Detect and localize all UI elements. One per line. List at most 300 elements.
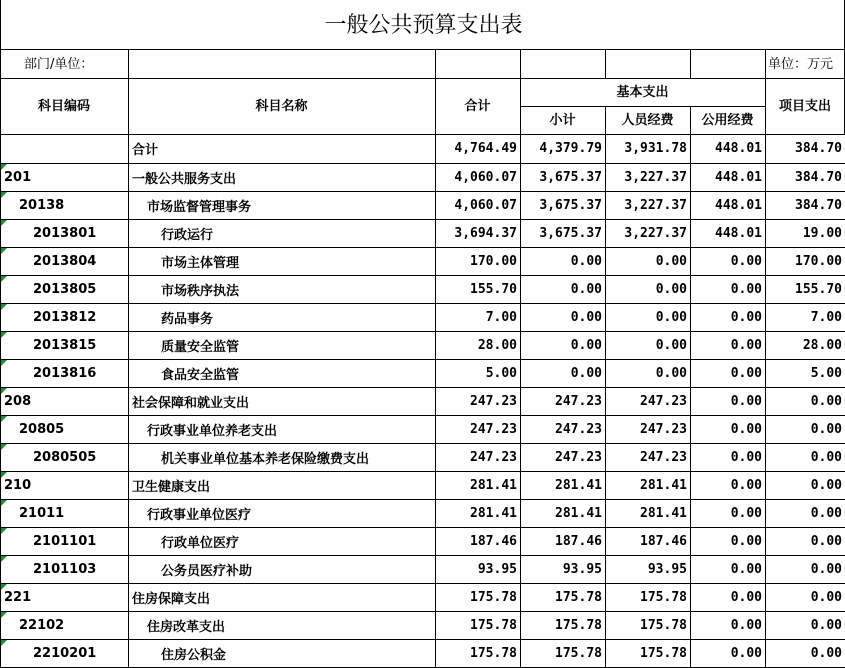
cell-public[interactable] xyxy=(691,415,766,443)
cell-code[interactable] xyxy=(1,303,129,331)
table-header xyxy=(0,79,845,135)
cell-text: 247.23 xyxy=(555,422,602,437)
cell-project[interactable] xyxy=(766,499,845,527)
cell-name[interactable] xyxy=(129,163,436,191)
cell-marker-icon xyxy=(1,304,7,310)
meta-row xyxy=(0,50,845,79)
cell-name[interactable] xyxy=(129,415,436,443)
cell-total[interactable] xyxy=(436,247,521,275)
table-row xyxy=(1,387,845,415)
cell-project[interactable] xyxy=(766,555,845,583)
cell-total[interactable] xyxy=(436,415,521,443)
cell-marker-icon xyxy=(1,500,7,506)
cell-code[interactable] xyxy=(1,527,129,555)
header-public: 公用经费 xyxy=(690,107,765,135)
cell-code[interactable] xyxy=(1,611,129,639)
cell-marker-icon xyxy=(1,416,7,422)
cell-total[interactable] xyxy=(436,135,521,163)
cell-text: 21011 xyxy=(19,506,64,521)
budget-table xyxy=(0,135,845,668)
cell-project[interactable] xyxy=(766,359,845,387)
cell-subtotal[interactable] xyxy=(521,499,606,527)
cell-text: 行政事业单位医疗 xyxy=(147,508,251,523)
cell-public[interactable] xyxy=(691,611,766,639)
cell-subtotal[interactable] xyxy=(521,527,606,555)
cell-text: 281.41 xyxy=(640,478,687,493)
cell-code[interactable] xyxy=(1,387,129,415)
cell-text: 0.00 xyxy=(811,478,842,493)
table-row xyxy=(1,527,845,555)
cell-personnel[interactable] xyxy=(606,639,691,667)
cell-project[interactable] xyxy=(766,275,845,303)
cell-text: 一般公共服务支出 xyxy=(132,172,236,187)
cell-text: 281.41 xyxy=(470,478,517,493)
cell-text: 0.00 xyxy=(811,394,842,409)
cell-marker-icon xyxy=(1,248,7,254)
cell-subtotal[interactable] xyxy=(521,191,606,219)
table-row xyxy=(1,135,845,163)
cell-text: 2013804 xyxy=(33,254,96,269)
cell-text: 3,675.37 xyxy=(539,198,602,213)
cell-text: 175.78 xyxy=(640,646,687,661)
cell-text: 208 xyxy=(4,394,31,409)
cell-marker-icon xyxy=(1,444,7,450)
cell-name[interactable] xyxy=(129,499,436,527)
table-row xyxy=(1,499,845,527)
cell-public[interactable] xyxy=(691,191,766,219)
cell-code[interactable] xyxy=(1,163,129,191)
cell-text: 3,227.37 xyxy=(624,226,687,241)
cell-total[interactable] xyxy=(436,163,521,191)
cell-marker-icon xyxy=(1,332,7,338)
table-row xyxy=(1,219,845,247)
cell-text: 247.23 xyxy=(640,394,687,409)
cell-text: 0.00 xyxy=(731,590,762,605)
cell-text: 0.00 xyxy=(811,534,842,549)
cell-text: 0.00 xyxy=(731,422,762,437)
cell-text: 4,764.49 xyxy=(454,141,517,156)
cell-text: 175.78 xyxy=(470,590,517,605)
header-subtotal: 小计 xyxy=(520,107,605,135)
cell-public[interactable] xyxy=(691,135,766,163)
title-row xyxy=(0,0,845,50)
cell-personnel[interactable] xyxy=(606,359,691,387)
header-total: 合计 xyxy=(435,79,520,135)
cell-name[interactable] xyxy=(129,443,436,471)
cell-text: 2013812 xyxy=(33,310,96,325)
cell-text: 市场秩序执法 xyxy=(161,284,239,299)
cell-text: 行政事业单位养老支出 xyxy=(147,424,277,439)
cell-personnel[interactable] xyxy=(606,219,691,247)
table-row xyxy=(1,555,845,583)
cell-name[interactable] xyxy=(129,555,436,583)
cell-text: 0.00 xyxy=(811,618,842,633)
cell-code[interactable] xyxy=(1,247,129,275)
cell-text: 281.41 xyxy=(555,506,602,521)
cell-text: 药品事务 xyxy=(161,312,213,327)
cell-code[interactable] xyxy=(1,415,129,443)
cell-text: 市场监督管理事务 xyxy=(147,200,251,215)
table-row xyxy=(1,331,845,359)
cell-text: 22102 xyxy=(19,618,64,633)
cell-project[interactable] xyxy=(766,219,845,247)
cell-code[interactable] xyxy=(1,499,129,527)
cell-marker-icon xyxy=(1,612,7,618)
cell-personnel[interactable] xyxy=(606,163,691,191)
cell-public[interactable] xyxy=(691,499,766,527)
cell-subtotal[interactable] xyxy=(521,247,606,275)
cell-text: 448.01 xyxy=(715,170,762,185)
cell-text: 4,060.07 xyxy=(454,198,517,213)
cell-text: 175.78 xyxy=(470,618,517,633)
cell-text: 0.00 xyxy=(731,534,762,549)
cell-text: 0.00 xyxy=(571,366,602,381)
cell-text: 0.00 xyxy=(731,478,762,493)
cell-personnel[interactable] xyxy=(606,135,691,163)
cell-text: 448.01 xyxy=(715,141,762,156)
cell-total[interactable] xyxy=(436,275,521,303)
cell-subtotal[interactable] xyxy=(521,583,606,611)
cell-name[interactable] xyxy=(129,303,436,331)
cell-text: 2101101 xyxy=(33,534,96,549)
cell-text: 卫生健康支出 xyxy=(132,480,210,495)
table-row xyxy=(1,611,845,639)
cell-code[interactable] xyxy=(1,219,129,247)
table-row xyxy=(1,415,845,443)
cell-text: 3,931.78 xyxy=(624,141,687,156)
table-row xyxy=(1,359,845,387)
cell-public[interactable] xyxy=(691,219,766,247)
cell-public[interactable] xyxy=(691,443,766,471)
cell-text: 0.00 xyxy=(731,310,762,325)
cell-text: 187.46 xyxy=(555,534,602,549)
cell-text: 175.78 xyxy=(555,646,602,661)
cell-project[interactable] xyxy=(766,583,845,611)
cell-public[interactable] xyxy=(691,387,766,415)
cell-name[interactable] xyxy=(129,331,436,359)
header-basic: 基本支出 xyxy=(520,79,765,107)
table-row xyxy=(1,163,845,191)
cell-name[interactable] xyxy=(129,387,436,415)
cell-text: 4,060.07 xyxy=(454,170,517,185)
cell-public[interactable] xyxy=(691,331,766,359)
table-row xyxy=(1,247,845,275)
cell-text: 0.00 xyxy=(731,562,762,577)
cell-text: 7.00 xyxy=(811,310,842,325)
cell-personnel[interactable] xyxy=(606,471,691,499)
cell-project[interactable] xyxy=(766,639,845,667)
cell-total[interactable] xyxy=(436,303,521,331)
cell-name[interactable] xyxy=(129,247,436,275)
cell-text: 0.00 xyxy=(811,562,842,577)
cell-marker-icon xyxy=(1,164,7,170)
cell-code[interactable] xyxy=(1,135,129,163)
cell-personnel[interactable] xyxy=(606,499,691,527)
cell-text: 行政单位医疗 xyxy=(161,536,239,551)
cell-marker-icon xyxy=(1,640,7,646)
cell-public[interactable] xyxy=(691,275,766,303)
cell-subtotal[interactable] xyxy=(521,135,606,163)
cell-code[interactable] xyxy=(1,583,129,611)
dept-value-cell[interactable] xyxy=(129,50,436,78)
cell-personnel[interactable] xyxy=(606,555,691,583)
cell-personnel[interactable] xyxy=(606,303,691,331)
cell-total[interactable] xyxy=(436,639,521,667)
cell-name[interactable] xyxy=(129,471,436,499)
cell-text: 247.23 xyxy=(640,450,687,465)
cell-project[interactable] xyxy=(766,135,845,163)
cell-text: 19.00 xyxy=(803,226,842,241)
cell-project[interactable] xyxy=(766,191,845,219)
cell-personnel[interactable] xyxy=(606,191,691,219)
cell-code[interactable] xyxy=(1,471,129,499)
cell-total[interactable] xyxy=(436,555,521,583)
cell-text: 20805 xyxy=(19,422,64,437)
cell-personnel[interactable] xyxy=(606,275,691,303)
cell-text: 281.41 xyxy=(470,506,517,521)
cell-subtotal[interactable] xyxy=(521,359,606,387)
cell-text: 市场主体管理 xyxy=(161,256,239,271)
cell-text: 0.00 xyxy=(731,394,762,409)
cell-text: 2080505 xyxy=(33,450,96,465)
cell-total[interactable] xyxy=(436,331,521,359)
cell-marker-icon xyxy=(1,360,7,366)
cell-name[interactable] xyxy=(129,275,436,303)
header-project: 项目支出 xyxy=(765,79,845,135)
cell-project[interactable] xyxy=(766,527,845,555)
cell-public[interactable] xyxy=(691,163,766,191)
cell-text: 0.00 xyxy=(731,282,762,297)
cell-code[interactable] xyxy=(1,191,129,219)
cell-personnel[interactable] xyxy=(606,387,691,415)
cell-subtotal[interactable] xyxy=(521,415,606,443)
cell-text: 448.01 xyxy=(715,198,762,213)
cell-text: 住房公积金 xyxy=(161,648,226,663)
cell-text: 0.00 xyxy=(811,450,842,465)
cell-personnel[interactable] xyxy=(606,611,691,639)
cell-personnel[interactable] xyxy=(606,247,691,275)
cell-name[interactable] xyxy=(129,583,436,611)
cell-subtotal[interactable] xyxy=(521,555,606,583)
cell-text: 281.41 xyxy=(555,478,602,493)
cell-text: 155.70 xyxy=(470,282,517,297)
cell-text: 0.00 xyxy=(811,422,842,437)
cell-text: 机关事业单位基本养老保险缴费支出 xyxy=(161,452,369,467)
cell-total[interactable] xyxy=(436,219,521,247)
cell-text: 0.00 xyxy=(656,282,687,297)
cell-project[interactable] xyxy=(766,247,845,275)
cell-text: 7.00 xyxy=(486,310,517,325)
cell-text: 住房保障支出 xyxy=(132,592,210,607)
cell-text: 170.00 xyxy=(795,254,842,269)
cell-text: 210 xyxy=(4,478,31,493)
cell-subtotal[interactable] xyxy=(521,443,606,471)
cell-marker-icon xyxy=(1,192,7,198)
cell-text: 0.00 xyxy=(656,254,687,269)
cell-text: 247.23 xyxy=(555,394,602,409)
cell-text: 201 xyxy=(4,170,31,185)
cell-text: 175.78 xyxy=(555,590,602,605)
cell-subtotal[interactable] xyxy=(521,275,606,303)
cell-marker-icon xyxy=(1,584,7,590)
cell-text: 281.41 xyxy=(640,506,687,521)
cell-name[interactable] xyxy=(129,219,436,247)
cell-text: 448.01 xyxy=(715,226,762,241)
cell-subtotal[interactable] xyxy=(521,163,606,191)
header-personnel: 人员经费 xyxy=(605,107,690,135)
cell-code[interactable] xyxy=(1,555,129,583)
cell-total[interactable] xyxy=(436,527,521,555)
cell-text: 3,675.37 xyxy=(539,226,602,241)
cell-public[interactable] xyxy=(691,527,766,555)
cell-text: 175.78 xyxy=(470,646,517,661)
header-name: 科目名称 xyxy=(128,79,435,135)
cell-total[interactable] xyxy=(436,359,521,387)
cell-text: 0.00 xyxy=(731,338,762,353)
cell-text: 3,227.37 xyxy=(624,198,687,213)
cell-project[interactable] xyxy=(766,303,845,331)
cell-total[interactable] xyxy=(436,443,521,471)
cell-total[interactable] xyxy=(436,611,521,639)
cell-text: 0.00 xyxy=(731,254,762,269)
cell-marker-icon xyxy=(1,388,7,394)
cell-text: 93.95 xyxy=(478,562,517,577)
cell-text: 0.00 xyxy=(811,646,842,661)
cell-project[interactable] xyxy=(766,471,845,499)
cell-text: 0.00 xyxy=(731,450,762,465)
header-code: 科目编码 xyxy=(0,79,128,135)
cell-text: 175.78 xyxy=(640,590,687,605)
cell-text: 2210201 xyxy=(33,646,96,661)
cell-text: 0.00 xyxy=(656,310,687,325)
cell-personnel[interactable] xyxy=(606,527,691,555)
cell-text: 247.23 xyxy=(470,450,517,465)
dept-label: 部门/单位： xyxy=(24,50,93,78)
cell-text: 170.00 xyxy=(470,254,517,269)
cell-text: 0.00 xyxy=(656,366,687,381)
cell-text: 155.70 xyxy=(795,282,842,297)
cell-name[interactable] xyxy=(129,527,436,555)
cell-project[interactable] xyxy=(766,611,845,639)
cell-text: 质量安全监管 xyxy=(161,340,239,355)
cell-text: 28.00 xyxy=(478,338,517,353)
cell-subtotal[interactable] xyxy=(521,387,606,415)
cell-subtotal[interactable] xyxy=(521,611,606,639)
cell-text: 0.00 xyxy=(811,506,842,521)
cell-project[interactable] xyxy=(766,163,845,191)
cell-text: 3,694.37 xyxy=(454,226,517,241)
cell-subtotal[interactable] xyxy=(521,219,606,247)
cell-total[interactable] xyxy=(436,191,521,219)
cell-text: 221 xyxy=(4,590,31,605)
cell-text: 3,227.37 xyxy=(624,170,687,185)
cell-text: 0.00 xyxy=(656,338,687,353)
cell-text: 93.95 xyxy=(648,562,687,577)
cell-text: 住房改革支出 xyxy=(147,620,225,635)
cell-public[interactable] xyxy=(691,639,766,667)
cell-text: 0.00 xyxy=(571,310,602,325)
cell-public[interactable] xyxy=(691,471,766,499)
cell-text: 247.23 xyxy=(470,394,517,409)
cell-code[interactable] xyxy=(1,275,129,303)
cell-personnel[interactable] xyxy=(606,331,691,359)
cell-subtotal[interactable] xyxy=(521,331,606,359)
cell-project[interactable] xyxy=(766,387,845,415)
cell-name[interactable] xyxy=(129,359,436,387)
cell-code[interactable] xyxy=(1,639,129,667)
page-title: 一般公共预算支出表 xyxy=(1,0,845,50)
cell-name[interactable] xyxy=(129,611,436,639)
cell-text: 247.23 xyxy=(640,422,687,437)
cell-personnel[interactable] xyxy=(606,415,691,443)
cell-text: 3,675.37 xyxy=(539,170,602,185)
cell-total[interactable] xyxy=(436,499,521,527)
cell-name[interactable] xyxy=(129,639,436,667)
cell-text: 0.00 xyxy=(731,618,762,633)
cell-text: 公务员医疗补助 xyxy=(161,564,252,579)
table-row xyxy=(1,303,845,331)
cell-personnel[interactable] xyxy=(606,443,691,471)
table-row xyxy=(1,639,845,667)
table-row xyxy=(1,191,845,219)
cell-text: 0.00 xyxy=(731,366,762,381)
cell-text: 0.00 xyxy=(811,590,842,605)
cell-text: 247.23 xyxy=(555,450,602,465)
cell-marker-icon xyxy=(1,472,7,478)
cell-text: 5.00 xyxy=(486,366,517,381)
cell-name[interactable] xyxy=(129,191,436,219)
cell-public[interactable] xyxy=(691,303,766,331)
cell-text: 384.70 xyxy=(795,198,842,213)
cell-text: 0.00 xyxy=(571,254,602,269)
cell-text: 5.00 xyxy=(811,366,842,381)
cell-subtotal[interactable] xyxy=(521,639,606,667)
cell-public[interactable] xyxy=(691,555,766,583)
cell-text: 175.78 xyxy=(640,618,687,633)
cell-text: 4,379.79 xyxy=(539,141,602,156)
cell-total[interactable] xyxy=(436,471,521,499)
cell-text: 2101103 xyxy=(33,562,96,577)
cell-marker-icon xyxy=(1,276,7,282)
cell-total[interactable] xyxy=(436,387,521,415)
cell-code[interactable] xyxy=(1,359,129,387)
cell-marker-icon xyxy=(1,556,7,562)
cell-total[interactable] xyxy=(436,583,521,611)
cell-project[interactable] xyxy=(766,331,845,359)
table-row xyxy=(1,583,845,611)
cell-text: 384.70 xyxy=(795,170,842,185)
cell-marker-icon xyxy=(1,220,7,226)
cell-text: 0.00 xyxy=(731,646,762,661)
cell-project[interactable] xyxy=(766,443,845,471)
cell-text: 2013805 xyxy=(33,282,96,297)
cell-public[interactable] xyxy=(691,583,766,611)
cell-public[interactable] xyxy=(691,247,766,275)
cell-subtotal[interactable] xyxy=(521,303,606,331)
cell-name[interactable] xyxy=(129,135,436,163)
cell-text: 247.23 xyxy=(470,422,517,437)
cell-text: 20138 xyxy=(19,198,64,213)
cell-subtotal[interactable] xyxy=(521,471,606,499)
cell-text: 384.70 xyxy=(795,141,842,156)
cell-text: 0.00 xyxy=(571,338,602,353)
cell-project[interactable] xyxy=(766,415,845,443)
cell-code[interactable] xyxy=(1,443,129,471)
cell-personnel[interactable] xyxy=(606,583,691,611)
cell-code[interactable] xyxy=(1,331,129,359)
cell-public[interactable] xyxy=(691,359,766,387)
cell-text: 行政运行 xyxy=(161,228,213,243)
